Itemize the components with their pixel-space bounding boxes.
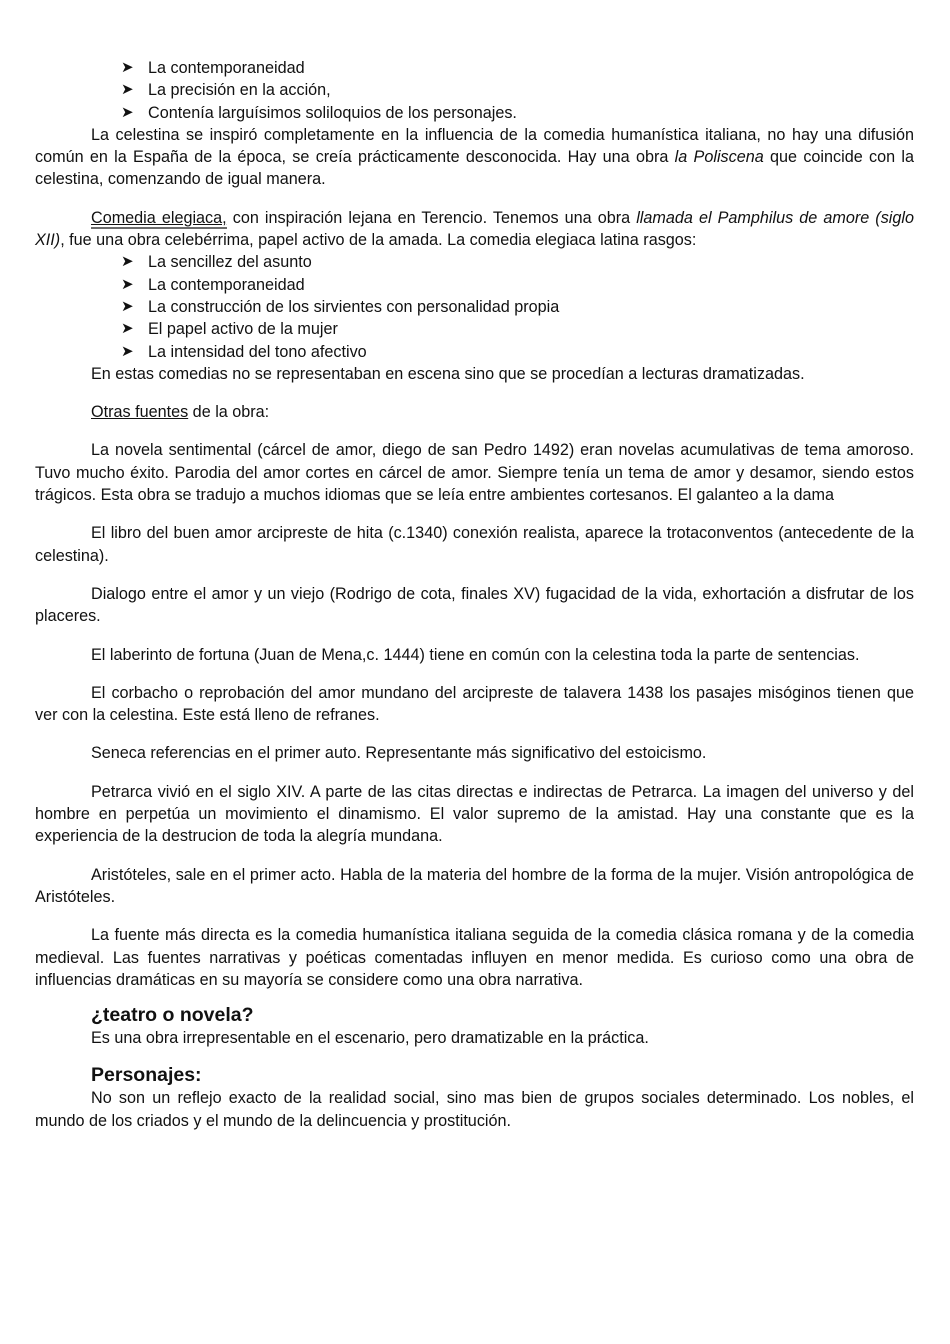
list-item: ➤ La construcción de los sirvientes con personalidad propia (121, 296, 914, 318)
arrowhead-bullet-icon: ➤ (121, 320, 134, 338)
arrowhead-bullet-icon: ➤ (121, 297, 134, 315)
heading-personajes: Personajes: (91, 1064, 202, 1087)
comedia-elegiaca-label: Comedia elegiaca, (91, 208, 227, 227)
arrowhead-bullet-icon: ➤ (121, 103, 134, 121)
arrowhead-bullet-icon: ➤ (121, 253, 134, 271)
paragraph-libro-buen-amor: El libro del buen amor arcipreste de hita (c.1340) conexión realista, aparece la trotaconventos (antecedente de la celestina). (35, 524, 914, 565)
paragraph-dialogo: Dialogo entre el amor y un viejo (Rodrigo de cota, finales XV) fugacidad de la vida, exhortación a disfrutar de los placeres. (35, 584, 914, 626)
paragraph-laberinto: El laberinto de fortuna (Juan de Mena,c. 1444) tiene en común con la celestina toda la parte de sentencias. (91, 645, 860, 664)
document-page (35, 57, 914, 1146)
list-item: ➤ La sencillez del asunto (121, 251, 914, 273)
list-item: ➤ La intensidad del tono afectivo (121, 341, 914, 363)
otras-fuentes-label: Otras fuentes (91, 403, 189, 422)
list-item: ➤ La contemporaneidad (121, 274, 914, 296)
list-item: ➤ La contemporaneidad (121, 57, 914, 79)
heading-teatro-novela: ¿teatro o novela? (91, 1004, 254, 1027)
list-item: ➤ El papel activo de la mujer (121, 318, 914, 340)
paragraph-corbacho: El corbacho o reprobación del amor mundano del arcipreste de talavera 1438 los pasajes misóginos tienen que ver con la celestina. Este está lleno de refranes. (35, 683, 914, 725)
list-item: ➤ La precisión en la acción, (121, 79, 914, 101)
arrowhead-bullet-icon: ➤ (121, 275, 134, 293)
paragraph-petrarca: Petrarca vivió en el siglo XIV. A parte de las citas directas e indirectas de Petrarca. La imagen del universo y del hombre en perpetúa un movimiento el dinamismo. El valor supremo de la amistad. Hay una constante que es la experiencia de la destrucion de toda la alegría mundana. (35, 782, 914, 846)
bullet-list-rasgos (35, 251, 914, 362)
paragraph-teatro: Es una obra irrepresentable en el escenario, pero dramatizable en la práctica. (91, 1029, 649, 1048)
paragraph-otras-fuentes: Otras fuentes de la obra: (91, 403, 270, 422)
paragraph-celestina: La celestina se inspiró completamente en la influencia de la comedia humanística italiana, no hay una difusión común en la España de la época, se creía prácticamente desconocida. Hay una obra la Poliscena que coincide con la celestina, comenzando de igual manera. (35, 125, 914, 189)
arrowhead-bullet-icon: ➤ (121, 59, 134, 76)
paragraph-aristoteles: Aristóteles, sale en el primer acto. Habla de la materia del hombre de la forma de la mujer. Visión antropológica de Aristóteles. (35, 865, 914, 906)
paragraph-seneca: Seneca referencias en el primer auto. Representante más significativo del estoicismo. (91, 744, 707, 763)
list-item: ➤ Contenía larguísimos soliloquios de los personajes. (121, 102, 914, 124)
paragraph-comedia-elegiaca: Comedia elegiaca, con inspiración lejana en Terencio. Tenemos una obra llamada el Pamphilus de amore (siglo XII), fue una obra celebérrima, papel activo de la amada. La comedia elegiaca latina rasgos: (35, 208, 914, 250)
bullet-list-features (35, 57, 914, 124)
paragraph-fuente-directa: La fuente más directa es la comedia humanística italiana seguida de la comedia clásica romana y de la comedia medieval. Las fuentes narrativas y poéticas comentadas influyen en menor medida. Es curioso como una obra de influencias dramáticas en su mayoría se considere como una obra narrativa. (35, 926, 914, 989)
arrowhead-bullet-icon: ➤ (121, 81, 134, 99)
paragraph-comedias: En estas comedias no se representaban en escena sino que se procedían a lecturas dramatizadas. (91, 364, 805, 383)
paragraph-novela-sentimental: La novela sentimental (cárcel de amor, diego de san Pedro 1492) eran novelas acumulativas de tema amoroso. Tuvo mucho éxito. Parodia del amor cortes en cárcel de amor. Siempre tenía un tema de amor y desamor, siendo estos trágicos. Esta obra se tradujo a muchos idiomas que se leía entre ambientes cortesanos. El galanteo a la dama (35, 441, 914, 505)
paragraph-personajes: No son un reflejo exacto de la realidad social, sino mas bien de grupos sociales determinado. Los nobles, el mundo de los criados y el mundo de la delincuencia y prostitución. (35, 1089, 914, 1130)
arrowhead-bullet-icon: ➤ (121, 342, 134, 360)
